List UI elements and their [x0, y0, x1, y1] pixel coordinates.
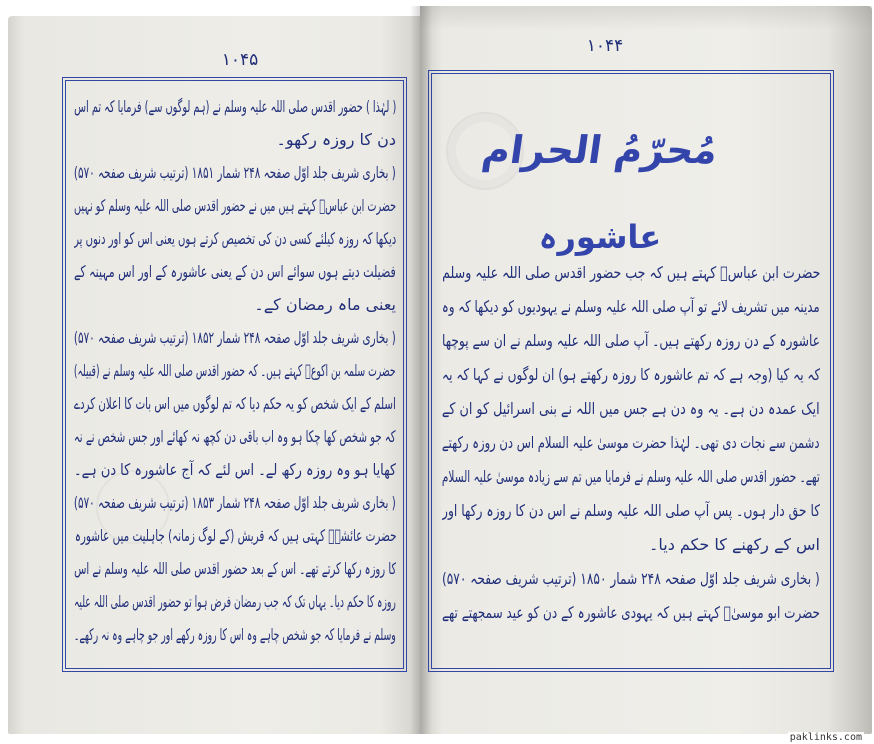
text-line-content: مدینہ میں تشریف لائے تو آپ صلی اللہ علیہ وسلم نے یہودیوں کو دیکھا کہ وہ	[442, 297, 820, 316]
chapter-title: مُحرّمُ الحرام	[479, 128, 721, 172]
left-page-text	[74, 90, 396, 651]
right-page-text	[442, 256, 820, 630]
text-line-content: تھے۔ حضور اقدس صلی اللہ علیہ وسلم نے فرمایا میں تم سے زیادہ موسیٰ علیہ السلام	[442, 467, 820, 486]
right-page-number: ۱۰۴۴	[586, 36, 624, 56]
text-line	[74, 189, 396, 222]
left-page-number: ۱۰۴۵	[221, 50, 259, 70]
text-line-content: دشمن سے نجات دی تھی۔ لہٰذا حضرت موسیٰ علیہ السلام اس دن روزہ رکھتے	[442, 433, 820, 452]
text-line	[74, 552, 396, 585]
text-line-content: ( بخاری شریف جلد اوّل صفحہ ۲۴۸ شمار ۱۸۵۳ (ترتیب شریف صفحہ ۵۷۰)	[74, 493, 396, 512]
text-line	[74, 519, 396, 552]
text-line	[74, 222, 396, 255]
text-line	[442, 392, 820, 426]
text-line-content: دیکھا کہ روزہ کیلئے کسی دن کی تخصیص کرتے ہوں یعنی اس کو اور دنوں پر	[74, 229, 396, 248]
text-line	[74, 387, 396, 420]
text-line-content: ( بخاری شریف جلد اوّل صفحہ ۲۴۸ شمار ۱۸۵۱ (ترتیب شریف صفحہ ۵۷۰)	[74, 163, 396, 182]
text-line-content: حضرت ابن عباسؓ کہتے ہیں کہ جب حضور اقدس صلی اللہ علیہ وسلم	[442, 263, 820, 282]
text-line-content: حضرت سلمہ بن اکوعؓ کہتے ہیں۔ کہ حضور اقدس صلی اللہ علیہ وسلم نے (قبیلہ)	[74, 361, 396, 380]
text-line-content: روزہ کا حکم دیا۔ یہاں تک کہ جب رمضان فرض ہوا تو حضور اقدس صلی اللہ علیہ	[74, 592, 396, 611]
text-line	[74, 618, 396, 651]
text-line	[74, 354, 396, 387]
text-line-content: فضیلت دیتے ہوں سوائے اس دن کے یعنی عاشورہ کے اور اس مہینہ کے	[74, 262, 396, 281]
text-line-content: یعنی ماہ رمضان کے۔	[254, 295, 396, 314]
text-line	[442, 358, 820, 392]
text-line-content: کا روزہ رکھا کرتے تھے۔ اس کے بعد حضور اقدس صلی اللہ علیہ وسلم نے اس	[74, 559, 396, 578]
text-line	[74, 156, 396, 189]
text-line	[442, 256, 820, 290]
section-heading: عاشورہ	[538, 218, 662, 256]
text-line-content: کھایا ہو وہ روزہ رکھ لے۔ اس لئے کہ آج عاشورہ کا دن ہے۔	[74, 460, 396, 479]
text-line	[74, 420, 396, 453]
text-line	[442, 426, 820, 460]
text-line-content: کا حق دار ہوں۔ پس آپ صلی اللہ علیہ وسلم نے اس دن کا روزہ رکھا اور	[442, 501, 820, 520]
text-line	[74, 585, 396, 618]
text-line	[74, 453, 396, 486]
text-line-content: دن کا روزہ رکھو۔	[276, 130, 396, 149]
text-line	[442, 460, 820, 494]
text-line	[442, 596, 820, 630]
text-line-content: حضرت ابن عباسؓ کہتے ہیں میں نے حضور اقدس صلی اللہ علیہ وسلم کو نہیں	[74, 196, 396, 215]
text-line	[442, 494, 820, 528]
text-line-content: ایک عمدہ دن ہے۔ یہ وہ دن ہے جس میں اللہ نے بنی اسرائیل کو ان کے	[442, 399, 820, 418]
text-line	[442, 324, 820, 358]
text-line-content: اس کے رکھنے کا حکم دیا۔	[648, 535, 820, 554]
text-line	[74, 255, 396, 288]
text-line	[74, 486, 396, 519]
text-line-content: ( بخاری شریف جلد اوّل صفحہ ۲۴۸ شمار ۱۸۵۰ (ترتیب شریف صفحہ ۵۷۰)	[442, 569, 820, 588]
text-line-content: وسلم نے فرمایا کہ جو شخص چاہے وہ اس کا روزہ رکھے اور جو چاہے وہ نہ رکھے۔	[74, 625, 396, 644]
text-line	[442, 562, 820, 596]
text-line-content: اسلم کے ایک شخص کو یہ حکم دیا کہ تم لوگوں میں اس بات کا اعلان کردے	[74, 394, 396, 413]
watermark: paklinks.com	[789, 732, 862, 743]
text-line-content: حضرت ابو موسیٰؓ کہتے ہیں کہ یہودی عاشورہ کے دن کو عید سمجھتے تھے	[442, 603, 820, 622]
text-line-content: کہ جو شخص کھا چکا ہو وہ اب باقی دن کچھ نہ کھائے اور جس شخص نے نہ	[74, 427, 396, 446]
text-line-content: حضرت عائشہؓ کہتی ہیں کہ قریش (کے لوگ زمانہ) جاہلیت میں عاشورہ	[74, 526, 396, 545]
text-line	[74, 288, 396, 321]
text-line	[74, 123, 396, 156]
text-line-content: عاشورہ کے دن روزہ رکھتے ہیں۔ آپ صلی اللہ علیہ وسلم نے ان سے پوچھا	[442, 331, 820, 350]
text-line	[74, 321, 396, 354]
text-line-content: ( بخاری شریف جلد اوّل صفحہ ۲۴۸ شمار ۱۸۵۲ (ترتیب شریف صفحہ ۵۷۰)	[74, 328, 396, 347]
text-line	[74, 90, 396, 123]
text-line-content: کہ یہ کیا (وجہ ہے کہ تم عاشورہ کا روزہ رکھتے ہو) ان لوگوں نے کہا کہ یہ	[442, 365, 820, 384]
text-line	[442, 290, 820, 324]
text-line	[442, 528, 820, 562]
text-line-content: ( لہٰذا ) حضور اقدس صلی اللہ علیہ وسلم نے (ہم لوگوں سے) فرمایا کہ تم اس	[74, 97, 396, 116]
